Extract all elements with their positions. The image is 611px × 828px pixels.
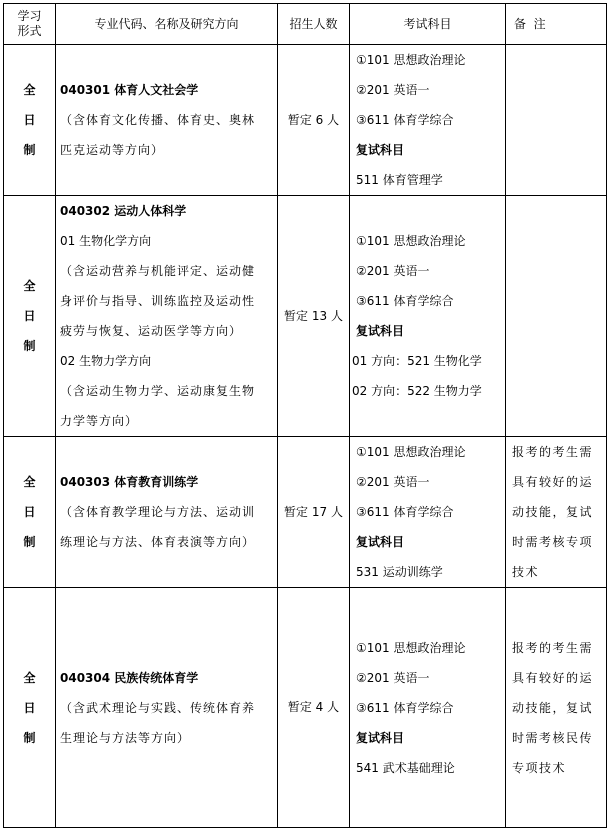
header-study-form [4,4,56,45]
study-form-char: 全 [23,670,36,685]
major-direction-detail: （含运动生物力学、运动康复生物力学等方向） [60,384,256,428]
note-text: 报考的考生需具有较好的运动技能，复试时需考核民传专项技术 [512,640,594,775]
study-form-char: 全 [23,279,36,293]
major-direction: （含武术理论与实践、传统体育养生理论与方法等方向） [60,700,256,745]
exam-subject: ①101 思想政治理论 [356,234,466,248]
major-title: 040303 体育教育训练学 [60,475,199,489]
major-cell [56,196,278,437]
major-direction: 01 生物化学方向 [60,234,152,248]
table-row [4,196,607,437]
retest-subject: 541 武术基础理论 [356,760,455,775]
quota-cell: 暂定 17 人 [278,437,350,588]
table-row [4,588,607,828]
header-major: 专业代码、名称及研究方向 [56,4,278,45]
exam-cell [350,588,506,828]
admission-table [3,3,607,828]
table-row [4,45,607,196]
header-note: 备 注 [506,4,607,45]
study-form-cell [4,45,56,196]
exam-subject: ③611 体育学综合 [356,700,454,715]
retest-label: 复试科目 [356,143,405,157]
study-form-cell [4,196,56,437]
retest-subject: 01 方向：521 生物化学 [352,354,482,368]
exam-cell [350,437,506,588]
quota-cell: 暂定 4 人 [278,588,350,828]
study-form-char: 日 [23,700,36,715]
exam-subject: ①101 思想政治理论 [356,640,466,655]
major-title: 040301 体育人文社会学 [60,83,199,97]
note-cell [506,588,607,828]
note-cell [506,45,607,196]
exam-subject: ①101 思想政治理论 [356,445,466,459]
study-form-cell [4,588,56,828]
retest-label: 复试科目 [356,324,405,338]
retest-subject: 02 方向：522 生物力学 [352,384,482,398]
study-form-cell [4,437,56,588]
major-direction: （含体育教学理论与方法、运动训练理论与方法、体育表演等方向） [60,505,256,549]
exam-subject: ①101 思想政治理论 [356,53,466,67]
note-cell [506,196,607,437]
table-row [4,437,607,588]
major-cell [56,437,278,588]
note-cell [506,437,607,588]
major-cell [56,45,278,196]
major-direction-detail: （含运动营养与机能评定、运动健身评价与指导、训练监控及运动性疲劳与恢复、运动医学等方向） [60,264,256,338]
major-direction: 02 生物力学方向 [60,354,152,368]
study-form-char: 制 [23,730,36,745]
study-form-char: 日 [23,505,36,519]
retest-subject: 511 体育管理学 [356,173,443,187]
study-form-char: 日 [23,309,36,323]
note-text: 报考的考生需具有较好的运动技能，复试时需考核专项技术 [512,445,594,579]
retest-subject: 531 运动训练学 [356,565,443,579]
major-title: 040302 运动人体科学 [60,204,187,218]
study-form-char: 全 [23,475,36,489]
exam-cell [350,196,506,437]
header-row [4,4,607,45]
retest-label: 复试科目 [356,535,405,549]
study-form-char: 日 [23,113,36,127]
quota-cell: 暂定 6 人 [278,45,350,196]
exam-subject: ②201 英语一 [356,264,430,278]
quota-cell: 暂定 13 人 [278,196,350,437]
header-quota: 招生人数 [278,4,350,45]
exam-subject: ②201 英语一 [356,83,430,97]
exam-subject: ③611 体育学综合 [356,113,454,127]
exam-subject: ③611 体育学综合 [356,294,454,308]
exam-cell [350,45,506,196]
header-study-form-line2: 形式 [17,24,42,38]
major-direction: （含体育文化传播、体育史、奥林匹克运动等方向） [60,113,256,157]
exam-subject: ③611 体育学综合 [356,505,454,519]
header-study-form-line1: 学习 [17,9,42,23]
header-exam: 考试科目 [350,4,506,45]
major-cell [56,588,278,828]
major-title: 040304 民族传统体育学 [60,670,199,685]
study-form-char: 制 [23,535,36,549]
study-form-char: 制 [23,143,36,157]
study-form-char: 全 [23,83,36,97]
retest-label: 复试科目 [356,730,405,745]
study-form-char: 制 [23,339,36,353]
exam-subject: ②201 英语一 [356,670,430,685]
exam-subject: ②201 英语一 [356,475,430,489]
